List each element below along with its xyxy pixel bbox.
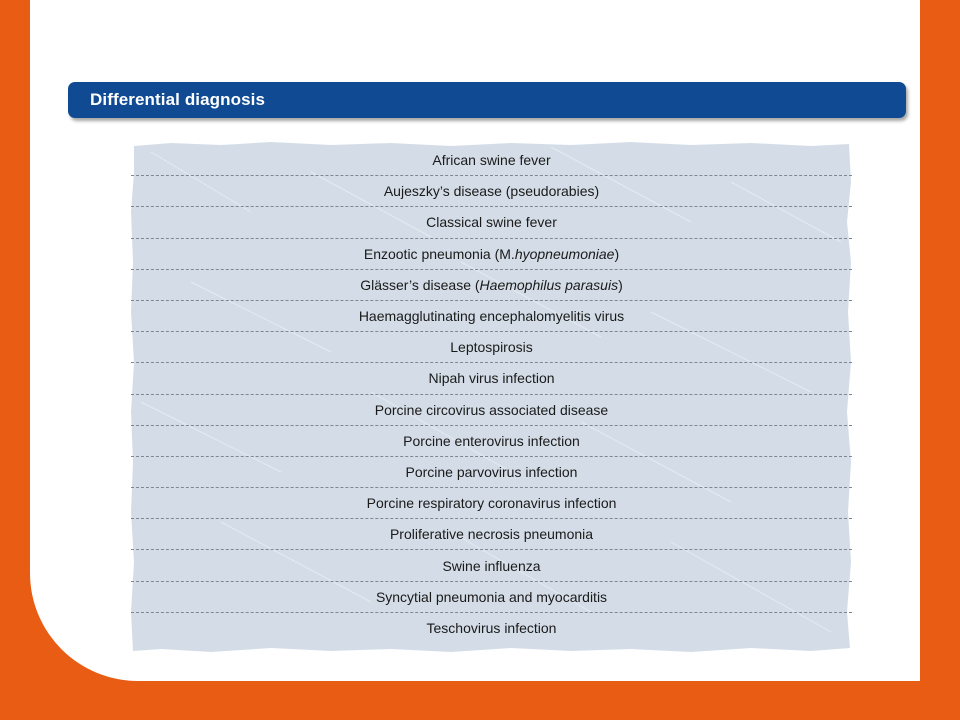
row-text: Syncytial pneumonia and myocarditis xyxy=(375,588,608,605)
row-text: Porcine parvovirus infection xyxy=(405,463,578,480)
row-text-italic: Haemophilus parasuis xyxy=(479,276,619,293)
row-text: Classical swine fever xyxy=(426,214,557,231)
row-text-italic: hyopneumoniae xyxy=(514,245,615,262)
row-text: Nipah virus infection xyxy=(428,370,555,387)
table-row xyxy=(131,613,852,644)
row-text: Leptospirosis xyxy=(450,339,533,356)
table-row xyxy=(131,550,852,581)
table-row xyxy=(131,239,852,270)
table-row xyxy=(131,457,852,488)
table-row xyxy=(131,270,852,301)
table-row xyxy=(131,426,852,457)
row-text: Porcine respiratory coronavirus infection xyxy=(366,495,617,512)
row-text: Porcine circovirus associated disease xyxy=(374,401,609,418)
table-row xyxy=(131,145,852,176)
row-text: Haemagglutinating encephalomyelitis virus xyxy=(358,308,625,325)
row-text: Teschovirus infection xyxy=(426,620,557,637)
table-row xyxy=(131,488,852,519)
row-text: Swine influenza xyxy=(442,557,541,574)
table-row xyxy=(131,519,852,550)
row-text: Aujeszky’s disease (pseudorabies) xyxy=(383,183,600,200)
table-rows xyxy=(131,145,852,644)
table-row xyxy=(131,301,852,332)
row-text-suffix: ) xyxy=(618,276,623,293)
table-row xyxy=(131,176,852,207)
page-title: Differential diagnosis xyxy=(90,90,266,109)
row-text: African swine fever xyxy=(432,152,551,169)
table-row xyxy=(131,395,852,426)
table-row xyxy=(131,332,852,363)
row-text: Enzootic pneumonia (M. xyxy=(363,245,515,262)
table-row xyxy=(131,582,852,613)
row-text: Porcine enterovirus infection xyxy=(403,432,580,449)
row-text-suffix: ) xyxy=(614,245,620,262)
row-text: Proliferative necrosis pneumonia xyxy=(389,526,594,543)
row-text: Glässer’s disease ( xyxy=(360,276,480,293)
table-row xyxy=(131,207,852,238)
diagnosis-table xyxy=(131,142,852,652)
title-bar xyxy=(68,82,906,118)
table-row xyxy=(131,363,852,394)
